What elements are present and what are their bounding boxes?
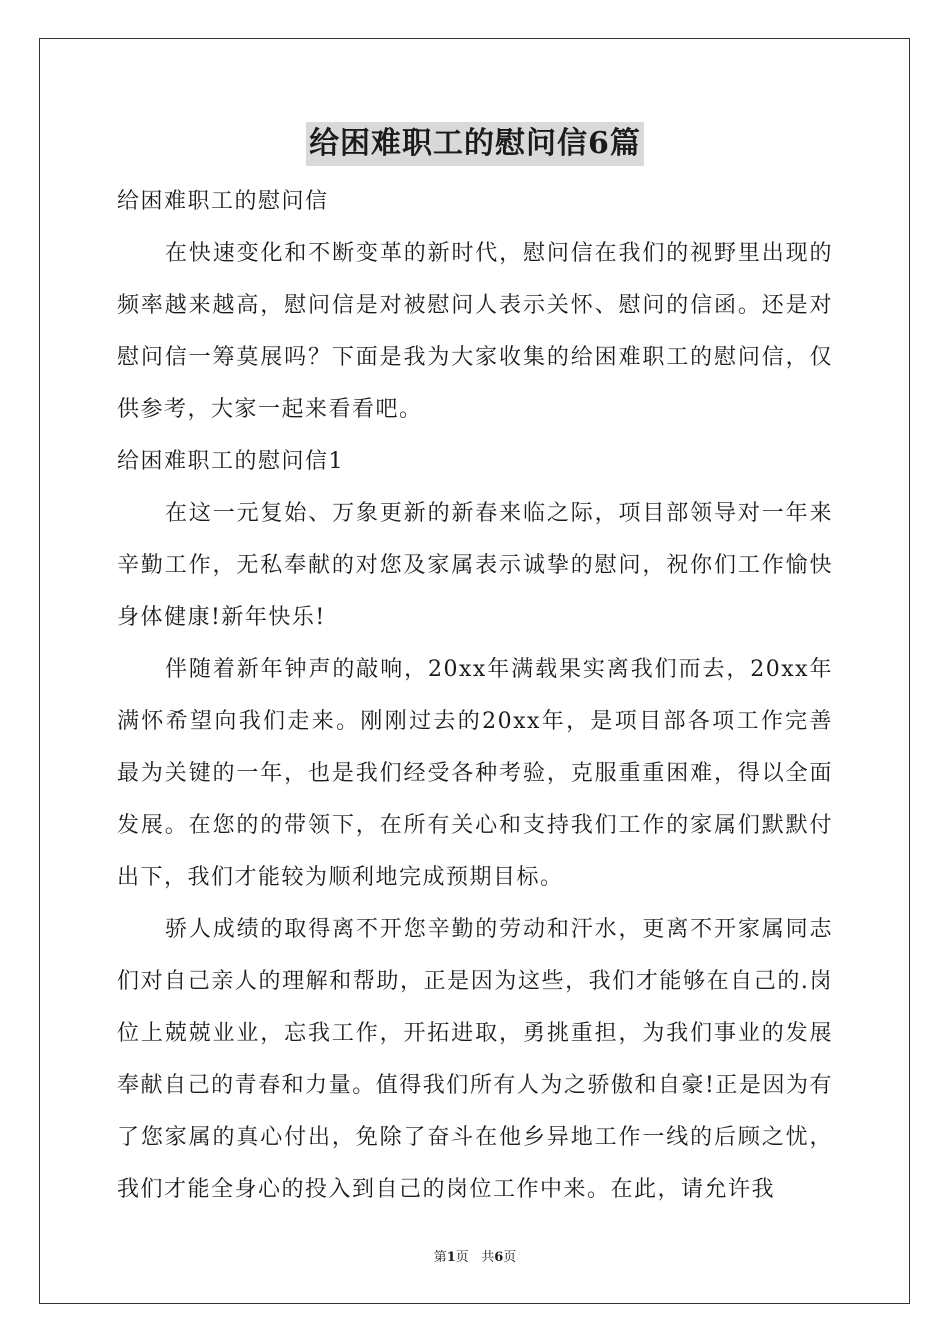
body-paragraph: 在这一元复始、万象更新的新春来临之际，项目部领导对一年来辛勤工作，无私奉献的对您及家属表示诚挚的慰问，祝你们工作愉快身体健康!新年快乐! xyxy=(117,501,833,630)
document-title: 给困难职工的慰问信6篇 xyxy=(306,122,644,166)
page-footer xyxy=(0,1246,950,1265)
page-prefix: 第 xyxy=(433,1250,447,1265)
section-heading: 给困难职工的慰问信1 xyxy=(117,449,344,474)
body-paragraph: 在快速变化和不断变革的新时代，慰问信在我们的视野里出现的频率越来越高，慰问信是对被慰问人表示关怀、慰问的信函。还是对慰问信一筹莫展吗？下面是我为大家收集的给困难职工的慰问信，仅供参考，大家一起来看看吧。 xyxy=(117,241,833,422)
total-suffix: 页 xyxy=(503,1250,517,1265)
body-paragraph: 伴随着新年钟声的敲响，20xx年满载果实离我们而去，20xx年满怀希望向我们走来。刚刚过去的20xx年，是项目部各项工作完善最为关键的一年，也是我们经受各种考验，克服重重困难，得以全面发展。在您的的带领下，在所有关心和支持我们工作的家属们默默付出下，我们才能较为顺利地完成预期目标。 xyxy=(117,657,833,890)
document-body xyxy=(117,176,833,1216)
total-pages-number: 6 xyxy=(494,1250,504,1265)
body-paragraph: 骄人成绩的取得离不开您辛勤的劳动和汗水，更离不开家属同志们对自己亲人的理解和帮助，正是因为这些，我们才能够在自己的.岗位上兢兢业业，忘我工作，开拓进取，勇挑重担，为我们事业的发展奉献自己的青春和力量。值得我们所有人为之骄傲和自豪!正是因为有了您家属的真心付出，免除了奋斗在他乡异地工作一线的后顾之忧，我们才能全身心的投入到自己的岗位工作中来。在此，请允许我 xyxy=(117,917,833,1202)
title-block xyxy=(0,122,950,166)
page-word: 页 xyxy=(455,1250,469,1265)
total-prefix: 共 xyxy=(481,1250,495,1265)
section-heading: 给困难职工的慰问信 xyxy=(117,189,329,214)
current-page-number: 1 xyxy=(446,1250,456,1265)
